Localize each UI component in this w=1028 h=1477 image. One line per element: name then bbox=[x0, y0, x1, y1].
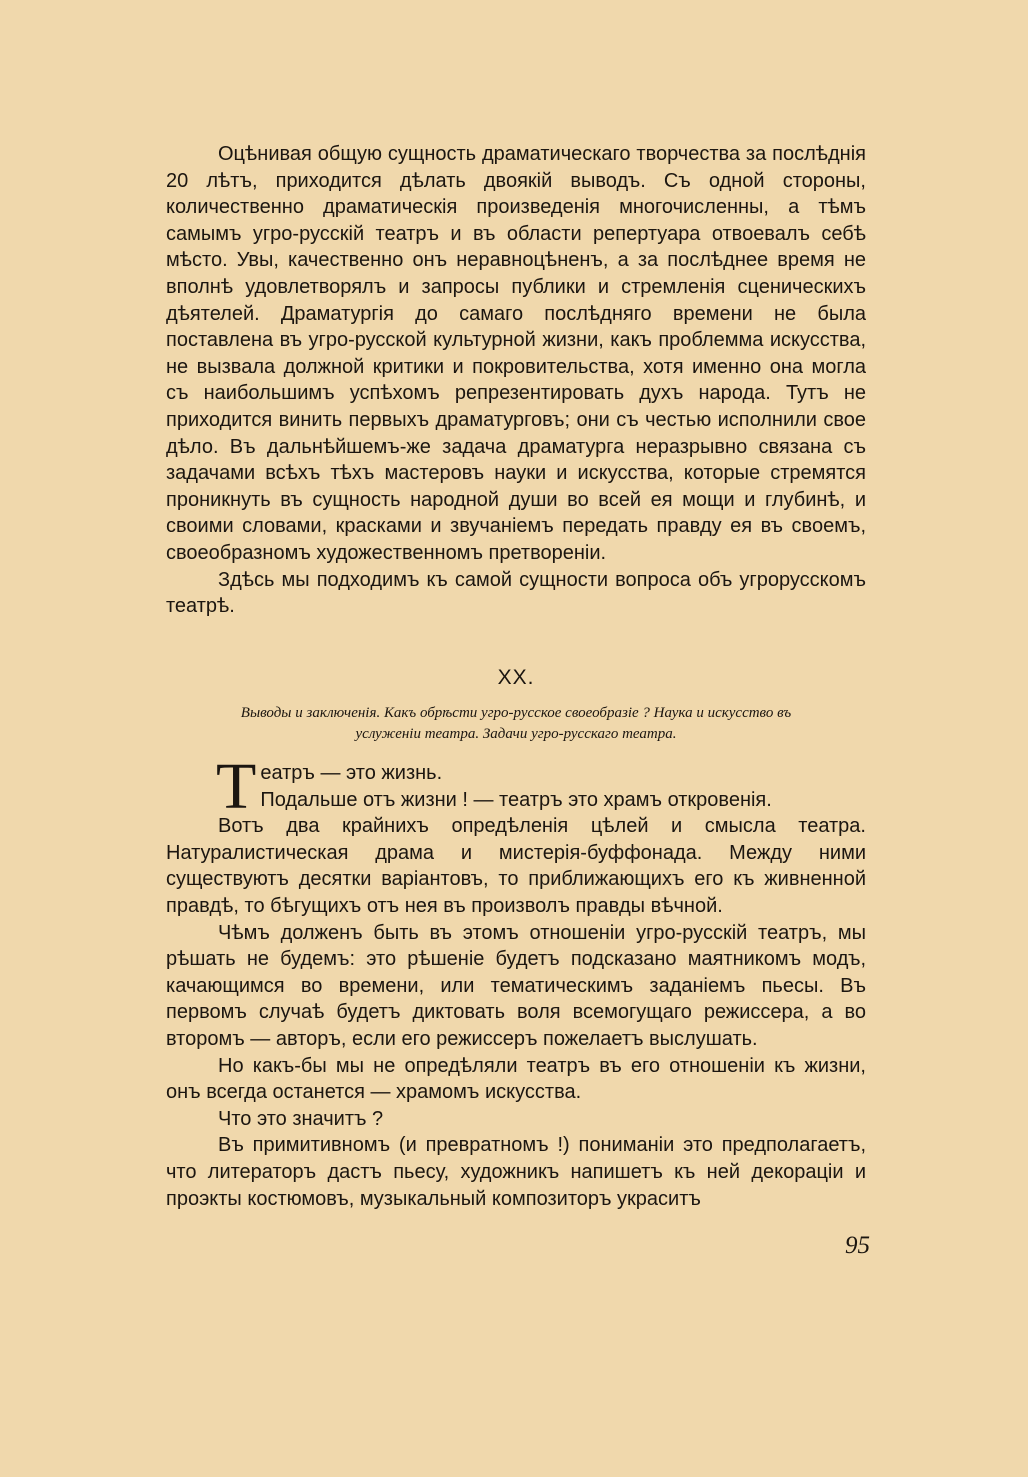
paragraph: Въ примитивномъ (и превратномъ !) пониманіи это предполагаетъ, что литераторъ дастъ пьесу, художникъ напишетъ къ ней декораціи и проэкты костюмовъ, музыкальный композиторъ украситъ bbox=[166, 1134, 866, 1210]
paragraph: Оцѣнивая общую сущность драматическаго творчества за послѣднія 20 лѣтъ, приходится дѣлать двоякій выводъ. Съ одной стороны, количественно драматическія произведенія многочисленны, а тѣмъ самымъ угро-русскій театръ и въ области репертуара отвоевалъ себѣ мѣсто. Увы, качественно онъ неравноцѣненъ, а за послѣднее время не вполнѣ удовлетворялъ и запросы публики и стремленія сценическихъ дѣятелей. Драматургія до самаго послѣдняго времени не была поставлена въ угро-русской культурной жизни, какъ проблемма искусства, не вызвала должной критики и покровительства, хотя именно она могла съ наибольшимъ успѣхомъ репрезентировать духъ народа. Тутъ не приходится винить первыхъ драматурговъ; они съ честью исполнили свое дѣло. Въ дальнѣйшемъ-же задача драматурга неразрывно связана съ задачами всѣхъ тѣхъ мастеровъ науки и искусства, которые стремятся проникнуть въ сущность народной души во всей ея мощи и глубинѣ, и своими словами, красками и звучаніемъ передать правду ея въ своемъ, своеобразномъ художественномъ претвореніи. bbox=[166, 143, 866, 564]
paragraph: Но какъ-бы мы не опредѣляли театръ въ его отношеніи къ жизни, онъ всегда останется — храмомъ искусства. bbox=[166, 1054, 866, 1104]
paragraph: Чѣмъ долженъ быть въ этомъ отношеніи угро-русскій театръ, мы рѣшать не будемъ: это рѣшеніе будетъ подсказано маятникомъ модъ, качающимся во времени, или тематическимъ заданіемъ пьесы. Въ первомъ случаѣ будетъ диктовать воля всемогущаго режиссера, а во второмъ — авторъ, если его режиссеръ пожелаетъ выслушать. bbox=[166, 921, 866, 1050]
paragraph: Здѣсь мы подходимъ къ самой сущности вопроса объ угрорусскомъ театрѣ. bbox=[166, 568, 866, 618]
paragraph: Вотъ два крайнихъ опредѣленія цѣлей и смысла театра. Натуралистическая драма и мистерія-буффонада. Между ними существуютъ десятки варіантовъ, то приближающихъ его къ живненной правдѣ, то бѣгущихъ отъ нея въ произволъ правды вѣчной. bbox=[166, 815, 866, 917]
top-text-block bbox=[166, 141, 866, 620]
chapter-summary-line: Выводы и заключенія. Какъ обрѣсти угро-русское своеобразіе ? Наука и искусство въ bbox=[240, 705, 792, 721]
chapter-summary-line: услуженіи театра. Задачи угро-русскаго театра. bbox=[355, 726, 677, 742]
paragraph: Что это значитъ ? bbox=[218, 1107, 384, 1130]
page-number: 95 bbox=[845, 1232, 870, 1259]
opening-second-line: Подальше отъ жизни ! — театръ это храмъ откровенія. bbox=[260, 788, 772, 811]
drop-cap: Т bbox=[216, 750, 257, 823]
bottom-text-block bbox=[166, 750, 866, 1212]
opening-paragraph bbox=[166, 750, 866, 823]
chapter-summary bbox=[166, 703, 866, 745]
opening-line: еатръ — это жизнь. bbox=[260, 762, 443, 784]
chapter-number: XX. bbox=[497, 666, 535, 689]
